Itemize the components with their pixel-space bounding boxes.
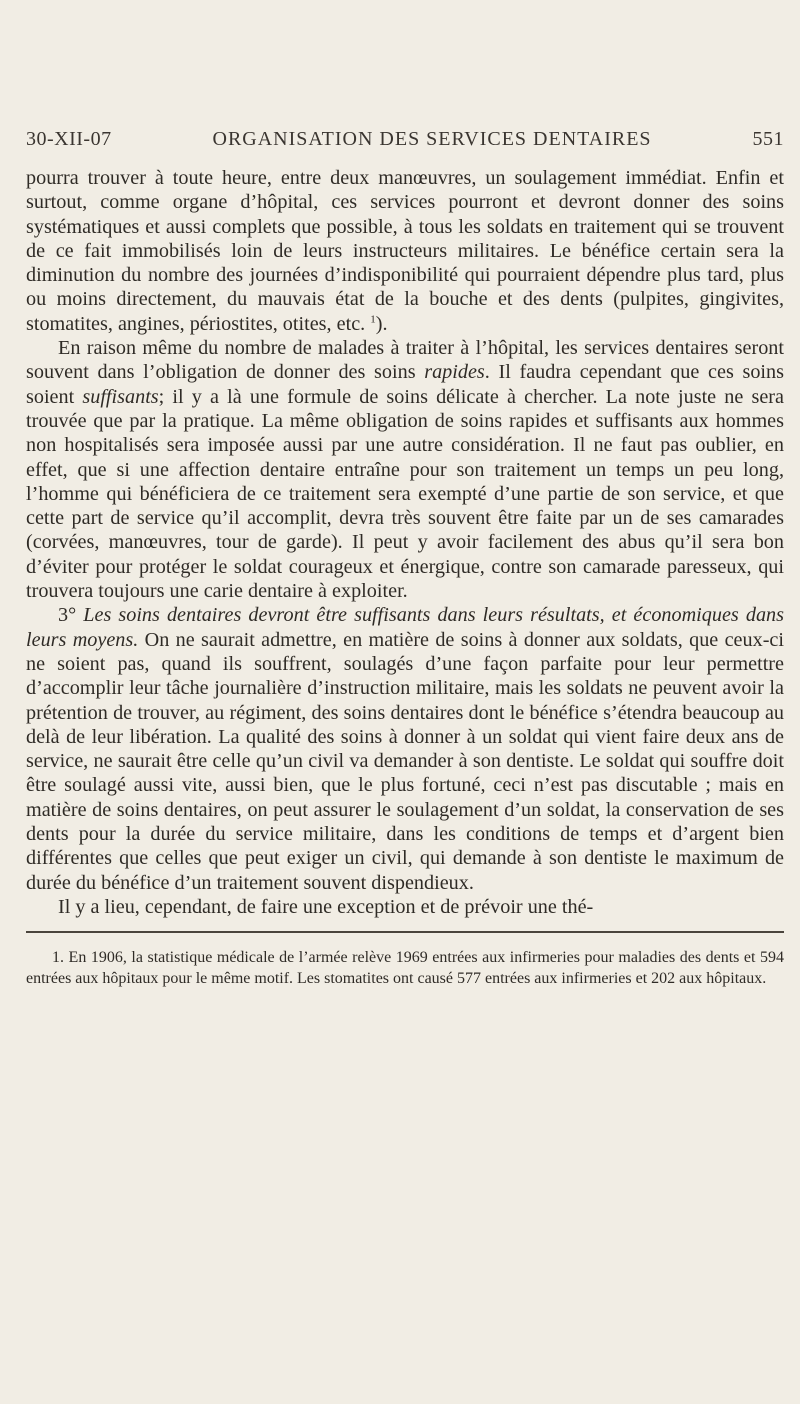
italic-text: rapides [424,361,485,384]
paragraph [26,895,784,919]
text-run: On ne saurait admettre, en matière de soins à donner aux soldats, que ceux-ci ne soient pas, quand ils souffrent, soulagés d’une façon parfaite pour leur permettre d’accomplir leur tâche journalière d’instruction militaire, mais les soldats ne peuvent avoir la prétention de trouver, au régiment, des soins dentaires dont le bénéfice s’étendra beaucoup au delà de leur libération. La qualité des soins à donner à un soldat qui vient faire deux ans de service, ne saurait être celle qu’un civil va demander à son dentiste. Le soldat qui souffre doit être soulagé aussi vite, aussi bien, que le plus fortuné, ceci n’est pas discutable ; mais en matière de soins dentaires, on peut assurer le soulagement d’un soldat, la conservation de ses dents pour la durée du service militaire, dans les conditions de temps et d’argent bien différentes que celles que peut exiger un civil, qui demande à son dentiste le maximum de durée du bénéfice d’un traitement souvent dispendieux. [26,628,784,894]
footnote-separator [26,931,784,933]
text-run: En raison même du nombre de malades à traiter à l’hôpital, les services dentaires seront souvent dans l’obligation de donner des soins [26,337,784,384]
text-run: ; il y a là une formule de soins délicate à chercher. La note juste ne sera trouvée que par la pratique. La même obligation de soins rapides et suffisants aux hommes non hospitalisés sera imposée aussi par une autre considération. Il ne faut pas oublier, en effet, que si une affection dentaire entraîne pour son traitement un temps un peu long, l’homme qui bénéficiera de ce traitement sera exempté d’une partie de son service, et que cette part de service qu’il accomplit, devra très souvent être faite par un de ses camarades (corvées, manœuvres, tour de garde). Il peut y avoir facilement des abus qu’il sera bon d’éviter pour protéger le soldat courageux et énergique, contre son camarade paresseux, qui trouvera toujours une carie dentaire à exploiter. [26,385,784,603]
italic-text: suffisants [82,385,159,408]
footnote [26,947,784,989]
paragraph [26,166,784,336]
italic-text: Les soins dentaires devront être suffisants dans leurs résultats, et économiques dans leurs moyens. [26,604,784,651]
text-run: . Il faudra cependant que ces soins soient [26,361,784,408]
text-run: 3° [58,604,84,627]
paragraph [26,336,784,603]
body-text [26,166,784,919]
text-run: ). [375,312,388,335]
footnote-text: En 1906, la statistique médicale de l’armée relève 1969 entrées aux infirmeries pour maladies des dents et 594 entrées aux hôpitaux pour le même motif. Les stomatites ont causé 577 entrées aux infirmeries et 202 aux hôpitaux. [26,949,785,988]
footnote-reference: 1 [370,313,376,326]
footnote-number: 1. [52,949,64,967]
page-number: 551 [752,128,784,150]
header-date: 30-XII-07 [26,128,112,150]
text-run: Il y a lieu, cependant, de faire une exception et de prévoir une thé- [58,895,594,918]
paragraph [26,603,784,895]
text-run: pourra trouver à toute heure, entre deux manœuvres, un soulagement immédiat. Enfin et surtout, comme organe d’hôpital, ces services pourront et devront donner des soins systématiques et aussi complets que possible, à tous les soldats en traitement qui se trouvent de ce fait immobilisés loin de leurs instructeurs militaires. Le bénéfice certain sera la diminution du nombre des journées d’indisponibilité qui pourraient dépendre plus tard, plus ou moins directement, du mauvais état de la bouche et des dents (pulpites, gingivites, stomatites, angines, périostites, otites, etc. [26,167,784,335]
header-title: ORGANISATION DES SERVICES DENTAIRES [212,128,652,150]
book-page [26,128,784,989]
running-header [26,128,784,164]
